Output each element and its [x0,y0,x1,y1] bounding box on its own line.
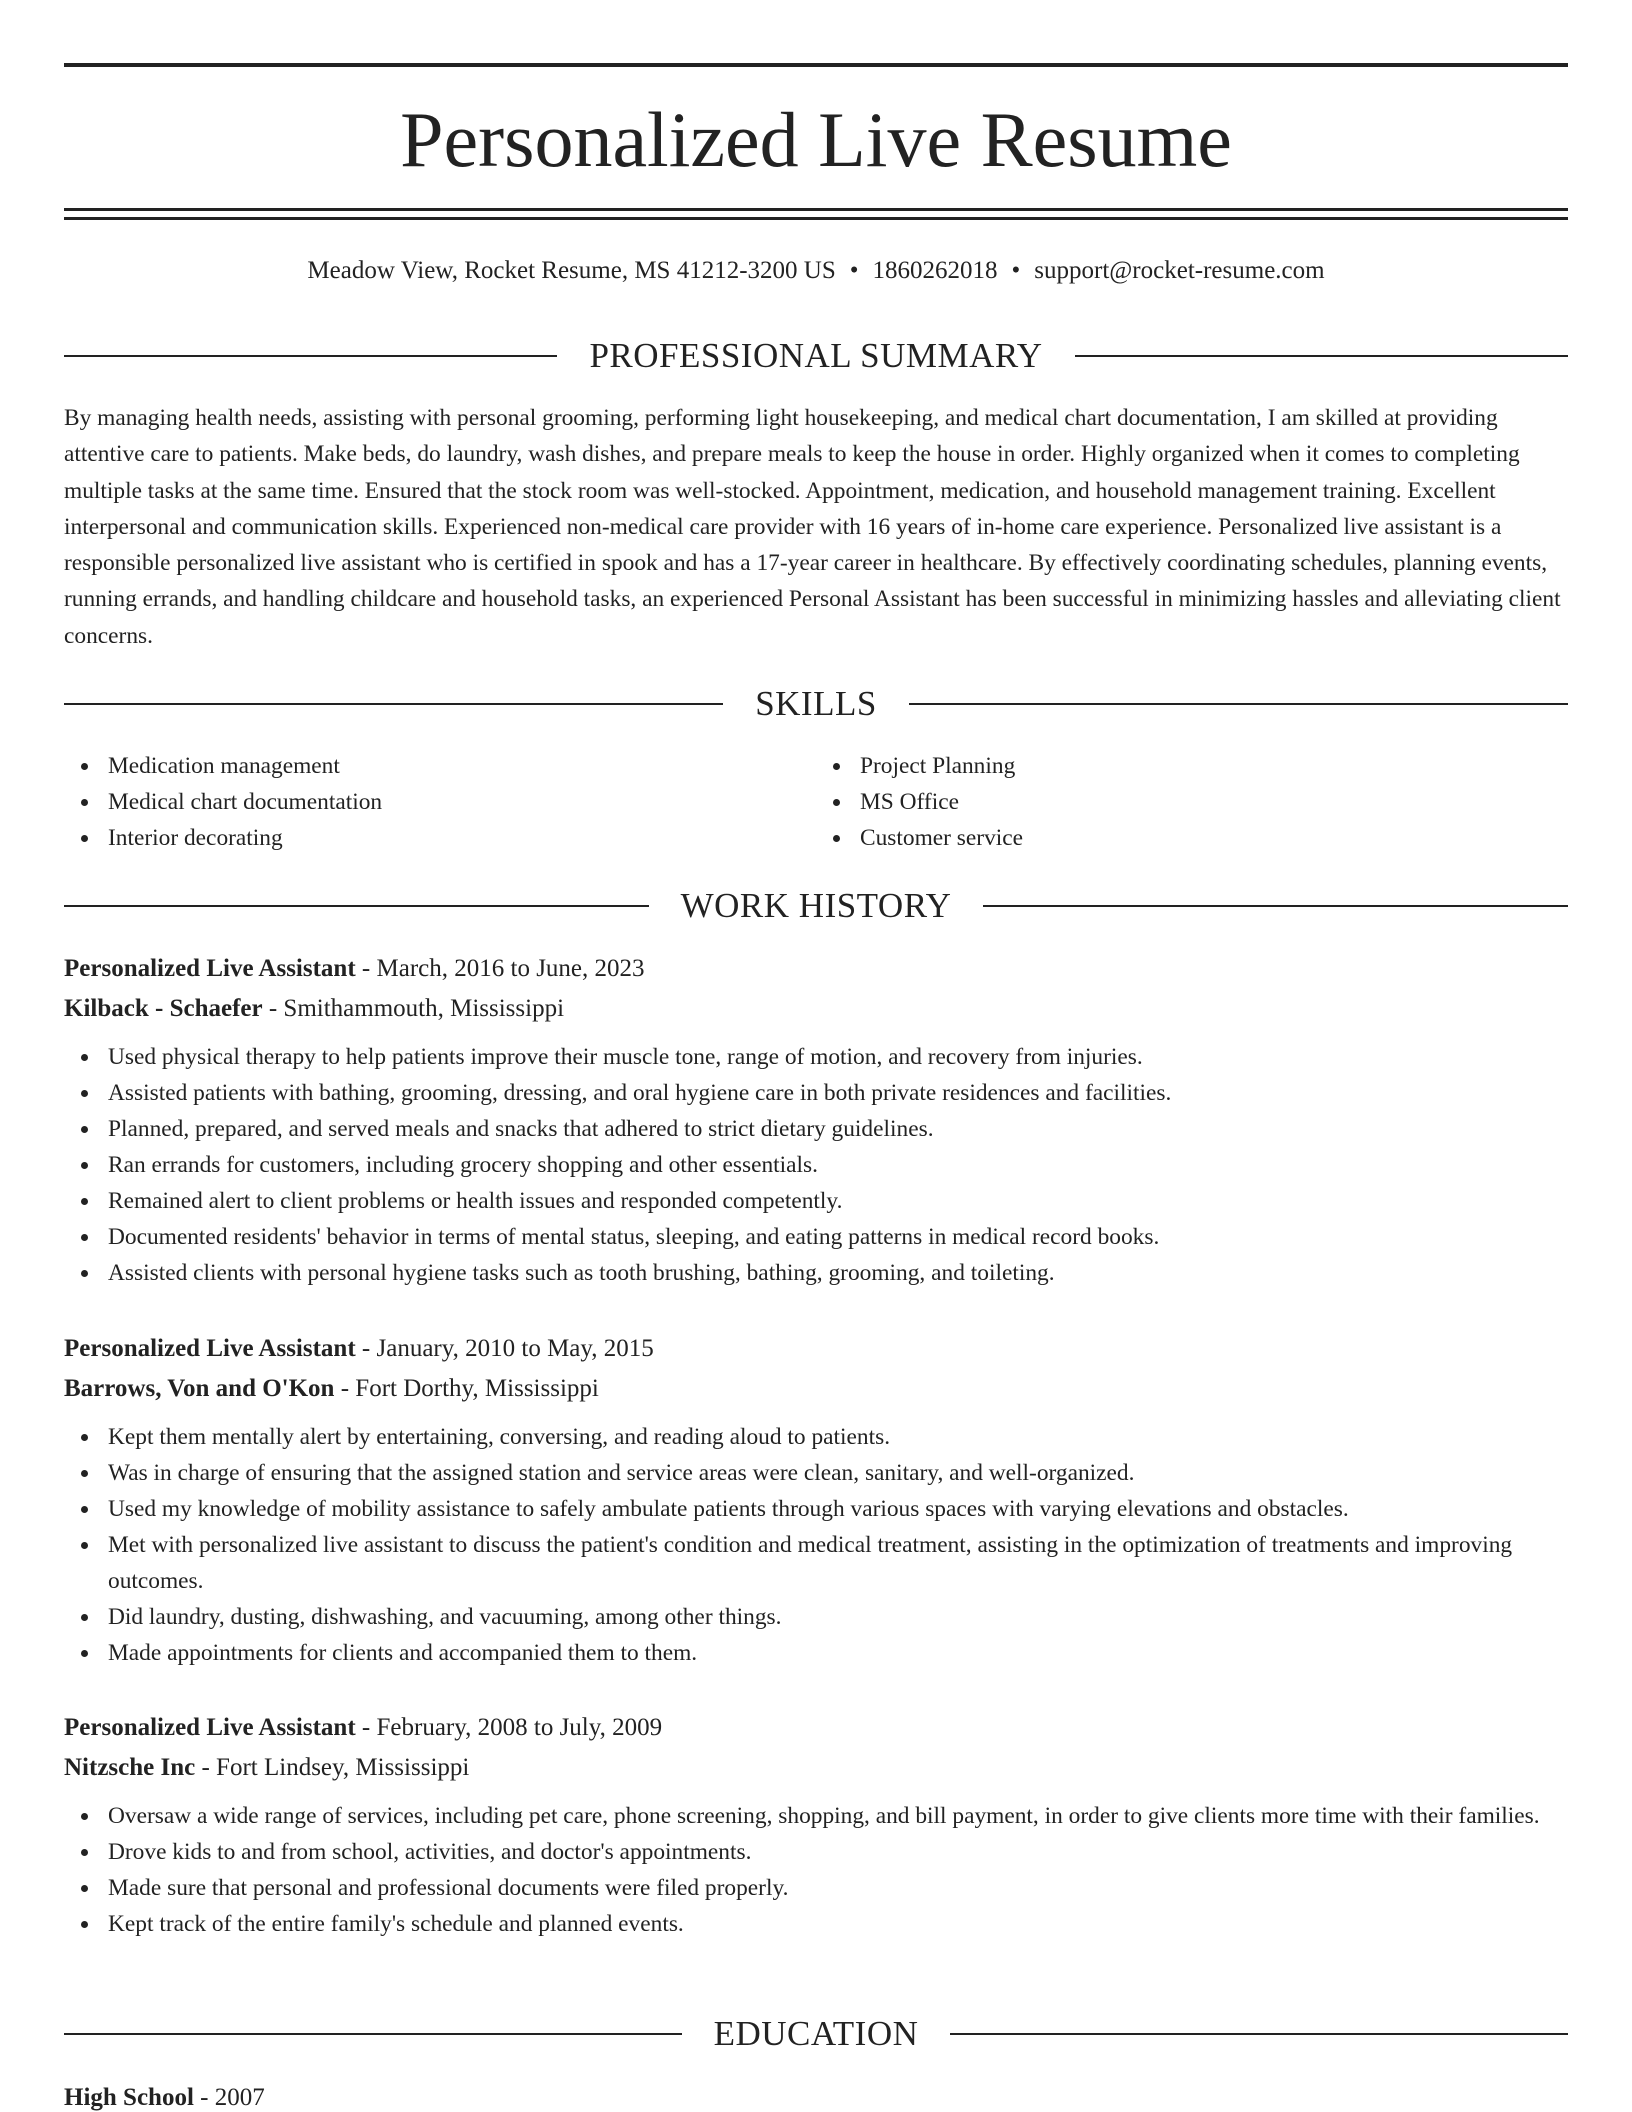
education-heading-label: EDUCATION [713,2014,919,2053]
skill-item: Medical chart documentation [64,784,816,820]
job-company: Kilback - Schaefer [64,995,263,1022]
heading-rule-right [1075,355,1568,357]
job-entry [64,949,1568,1291]
list-item: Did laundry, dusting, dishwashing, and vacuuming, among other things. [64,1599,1568,1635]
summary-text: By managing health needs, assisting with personal grooming, performing light housekeeping, and medical chart documentation, I am skilled at providing attentive care to patients. Make beds, do laundry, wash dishes, and prepare meals to keep the house in order. Highly organized when it comes to completing multiple tasks at the same time. Ensured that the stock room was well-stocked. Appointment, medication, and household management training. Excellent interpersonal and communication skills. Experienced non-medical care provider with 16 years of in-home care experience. Personalized live assistant is a responsible personalized live assistant who is certified in spook and has a 17-year career in healthcare. By effectively coordinating schedules, planning events, running errands, and handling childcare and household tasks, an experienced Personal Assistant has been successful in minimizing hassles and alleviating client concerns. [64,405,1561,649]
skill-item: Project Planning [816,748,1568,784]
list-item: Assisted patients with bathing, grooming, dressing, and oral hygiene care in both private residences and facilities. [64,1075,1568,1111]
job-company-line [64,989,1568,1029]
list-item: Planned, prepared, and served meals and snacks that adhered to strict dietary guidelines. [64,1111,1568,1147]
job-company-line [64,1748,1568,1788]
job-company: Nitzsche Inc [64,1754,196,1781]
work-heading [64,884,1568,928]
job-bullets [64,1798,1568,1942]
contact-address: Meadow View, Rocket Resume, MS 41212-3200 US [307,257,836,284]
job-role-line [64,1329,1568,1369]
education-heading [64,2012,1568,2056]
heading-rule-left [64,355,557,357]
list-item: Ran errands for customers, including grocery shopping and other essentials. [64,1147,1568,1183]
job-location: - Fort Lindsey, Mississippi [195,1754,470,1781]
heading-rule-left [64,2033,682,2035]
education-entry [64,2078,1568,2112]
work-heading-label: WORK HISTORY [680,886,952,925]
job-title: Personalized Live Assistant [64,1714,356,1741]
skill-item: Interior decorating [64,820,816,856]
heading-rule-right [950,2033,1568,2035]
job-title: Personalized Live Assistant [64,955,356,982]
list-item: Kept track of the entire family's schedule and planned events. [64,1906,1568,1942]
heading-rule-right [983,905,1568,907]
skills-column-left [64,748,816,856]
job-dates: - March, 2016 to June, 2023 [355,955,645,982]
education-degree: High School [64,2084,194,2111]
job-role-line [64,1708,1568,1748]
education-year: - 2007 [193,2084,265,2111]
contact-separator: • [1011,257,1021,284]
list-item: Made appointments for clients and accompanied them to them. [64,1635,1568,1671]
list-item: Documented residents' behavior in terms of mental status, sleeping, and eating patterns in medical record books. [64,1219,1568,1255]
summary-heading-label: PROFESSIONAL SUMMARY [589,336,1043,375]
contact-separator: • [849,257,859,284]
top-rule [64,63,1568,67]
skill-item: Medication management [64,748,816,784]
job-role-line [64,949,1568,989]
skills-heading-label: SKILLS [755,684,877,723]
summary-heading [64,334,1568,378]
list-item: Drove kids to and from school, activities, and doctor's appointments. [64,1834,1568,1870]
contact-phone: 1860262018 [872,257,998,284]
job-entry [64,1329,1568,1671]
title-double-rule [64,208,1568,220]
list-item: Kept them mentally alert by entertaining, conversing, and reading aloud to patients. [64,1419,1568,1455]
list-item: Oversaw a wide range of services, including pet care, phone screening, shopping, and bill payment, in order to give clients more time with their families. [64,1798,1568,1834]
list-item: Used physical therapy to help patients improve their muscle tone, range of motion, and recovery from injuries. [64,1039,1568,1075]
skill-item: MS Office [816,784,1568,820]
skills-heading [64,682,1568,726]
list-item: Made sure that personal and professional documents were filed properly. [64,1870,1568,1906]
job-location: - Fort Dorthy, Mississippi [334,1375,599,1402]
job-bullets [64,1419,1568,1671]
list-item: Used my knowledge of mobility assistance to safely ambulate patients through various spaces with varying elevations and obstacles. [64,1491,1568,1527]
job-dates: - February, 2008 to July, 2009 [355,1714,663,1741]
skills-list [64,748,1568,856]
heading-rule-left [64,703,723,705]
list-item: Met with personalized live assistant to discuss the patient's condition and medical treatment, assisting in the optimization of treatments and improving outcomes. [64,1527,1568,1599]
job-dates: - January, 2010 to May, 2015 [355,1335,654,1362]
job-bullets [64,1039,1568,1291]
list-item: Was in charge of ensuring that the assigned station and service areas were clean, sanitary, and well-organized. [64,1455,1568,1491]
contact-email: support@rocket-resume.com [1034,257,1325,284]
job-location: - Smithammouth, Mississippi [262,995,565,1022]
job-title: Personalized Live Assistant [64,1335,356,1362]
heading-rule-left [64,905,649,907]
job-company-line [64,1369,1568,1409]
list-item: Remained alert to client problems or health issues and responded competently. [64,1183,1568,1219]
list-item: Assisted clients with personal hygiene tasks such as tooth brushing, bathing, grooming, and toileting. [64,1255,1568,1291]
heading-rule-right [909,703,1568,705]
skill-item: Customer service [816,820,1568,856]
job-entry [64,1708,1568,1942]
skills-column-right [816,748,1568,856]
job-company: Barrows, Von and O'Kon [64,1375,335,1402]
contact-line [64,254,1568,288]
resume-title: Personalized Live Resume [400,96,1232,183]
